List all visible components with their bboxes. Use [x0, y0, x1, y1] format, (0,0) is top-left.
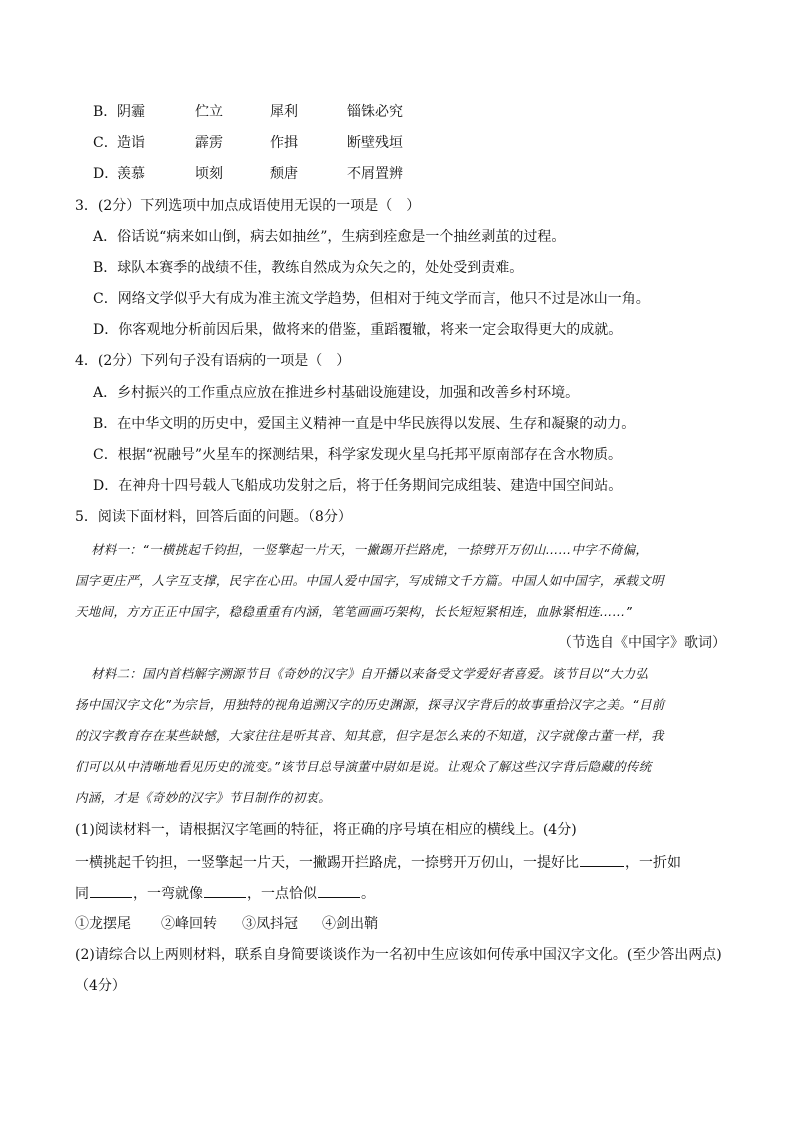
option-letter: C． [93, 135, 118, 151]
option-row-b [93, 102, 513, 122]
material-2-line: 扬中国汉字文化”为宗旨，用独特的视角追溯汉字的历史渊源，探寻汉字背后的故事重拾汉字之美。“目前 [75, 697, 665, 712]
fill-blank-line-1 [75, 852, 681, 873]
word: 锱铢必究 [347, 104, 403, 120]
fill-text: 同 [75, 886, 89, 902]
question-4-option-d: D．在神舟十四号载人飞船成功发射之后，将于任务期间完成组装、建造中国空间站。 [93, 478, 623, 494]
option-row-d [93, 164, 513, 184]
fill-text: ，一折如 [625, 855, 681, 871]
sub-question-1-stem: (1)阅读材料一，请根据汉字笔画的特征，将正确的序号填在相应的横线上。(4分) [75, 822, 577, 838]
fill-text: ，一点恰似 [247, 886, 317, 902]
choice-row [75, 914, 495, 934]
question-4-option-a: A．乡村振兴的工作重点应放在推进乡村基础设施建设，加强和改善乡村环境。 [93, 385, 580, 401]
question-4-option-b: B．在中华文明的历史中，爱国主义精神一直是中华民族得以发展、生存和凝聚的动力。 [93, 416, 636, 432]
word: 犀利 [270, 104, 298, 120]
option-letter: B． [93, 104, 118, 120]
choice-item: ②峰回转 [161, 916, 217, 932]
sub-question-2-stem: (2)请综合以上两则材料，联系自身简要谈谈作为一名初中生应该如何传承中国汉字文化。(至少答出两点) [75, 947, 722, 963]
answer-blank[interactable] [580, 852, 624, 867]
question-4-option-c: C．根据“祝融号”火星车的探测结果，科学家发现火星乌托邦平原南部存在含水物质。 [93, 447, 623, 463]
material-1-line: 天地间，方方正正中国字，稳稳重重有内涵，笔笔画画巧架构，长长短短紧相连，血脉紧相连……” [75, 604, 633, 619]
fill-text: 。 [361, 886, 375, 902]
material-1-line: 国字更庄严，人字互支撑，民字在心田。中国人爱中国字，写成锦文千方篇。中国人如中国字，承载文明 [75, 573, 664, 588]
word: 顷刻 [195, 166, 223, 182]
word: 阴霾 [117, 104, 145, 120]
material-1-line: 材料一：“一横挑起千钧担，一竖擎起一片天，一撇踢开拦路虎，一捺劈开万仞山……中字不倚偏， [91, 542, 649, 557]
question-3-option-a: A．俗话说“病来如山倒，病去如抽丝”，生病到痊愈是一个抽丝剥茧的过程。 [93, 229, 566, 245]
choice-item: ①龙摆尾 [75, 916, 131, 932]
question-5-stem: 5．阅读下面材料，回答后面的问题。（8分） [75, 509, 352, 525]
word: 断壁残垣 [347, 135, 403, 151]
option-letter: D． [93, 166, 119, 182]
material-2-line: 们可以从中清晰地看见历史的流变。”该节目总导演董中尉如是说。让观众了解这些汉字背后隐藏的传统 [75, 759, 652, 774]
fill-text: ，一弯就像 [133, 886, 203, 902]
material-2-line: 材料二：国内首档解字溯源节目《奇妙的汉字》自开播以来备受文学爱好者喜爱。该节目以“大力弘 [91, 666, 649, 681]
material-2-line: 的汉字教育存在某些缺憾，大家往往是听其音、知其意，但字是怎么来的不知道，汉字就像古董一样，我 [75, 728, 664, 743]
material-1-source: （节选自《中国字》歌词） [558, 635, 726, 651]
sub-question-2-score: （4分） [75, 978, 126, 994]
question-3-stem: 3．(2分）下列选项中加点成语使用无误的一项是（ ） [75, 198, 421, 214]
fill-text: 一横挑起千钧担，一竖擎起一片天，一撇踢开拦路虎，一捺劈开万仞山，一提好比 [75, 855, 579, 871]
material-2-line: 内涵，才是《奇妙的汉字》节目制作的初衷。 [75, 790, 332, 805]
choice-item: ③凤抖冠 [242, 916, 298, 932]
question-3-option-d: D．你客观地分析前因后果，做将来的借鉴，重蹈覆辙，将来一定会取得更大的成就。 [93, 322, 623, 338]
word: 伫立 [195, 104, 223, 120]
answer-blank[interactable] [204, 883, 246, 898]
choice-item: ④剑出鞘 [322, 916, 378, 932]
fill-blank-line-2 [75, 883, 375, 904]
answer-blank[interactable] [318, 883, 360, 898]
word: 霹雳 [195, 135, 223, 151]
word: 造诣 [117, 135, 145, 151]
option-row-c [93, 133, 513, 153]
question-3-option-c: C．网络文学似乎大有成为准主流文学趋势，但相对于纯文学而言，他只不过是冰山一角。 [93, 291, 650, 307]
question-4-stem: 4．(2分）下列句子没有语病的一项是（ ） [75, 353, 351, 369]
question-3-option-b: B．球队本赛季的战绩不佳，教练自然成为众矢之的，处处受到责难。 [93, 260, 524, 276]
word: 不屑置辨 [347, 166, 403, 182]
word: 颓唐 [270, 166, 298, 182]
word: 羡慕 [117, 166, 145, 182]
word: 作揖 [270, 135, 298, 151]
answer-blank[interactable] [90, 883, 132, 898]
